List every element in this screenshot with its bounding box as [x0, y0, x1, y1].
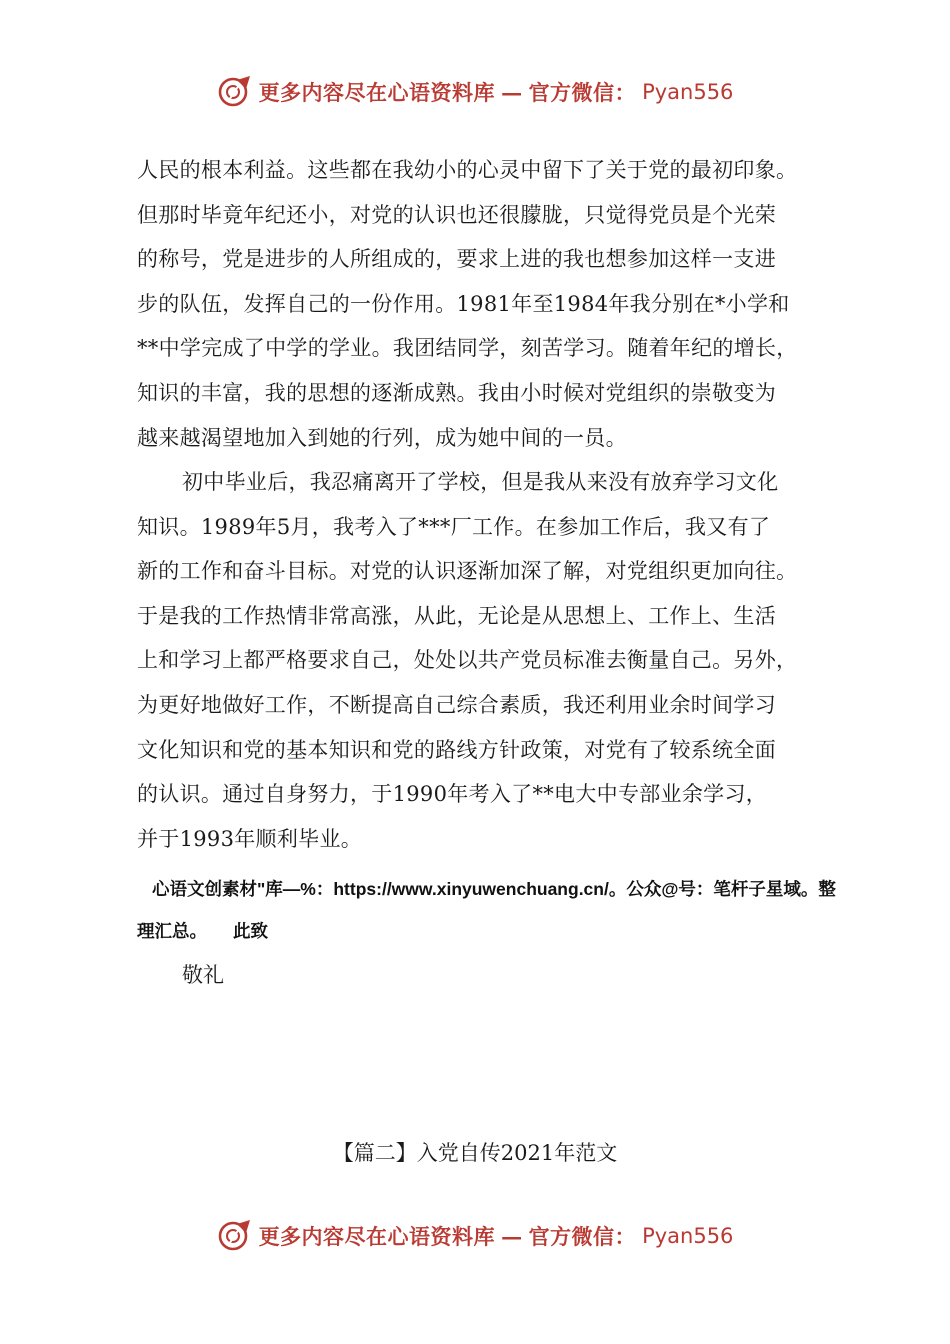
closing-part-2: 此致 [233, 921, 268, 941]
body-line: 新的工作和奋斗目标。对党的认识逐渐加深了解，对党组织更加向往。 [137, 559, 798, 583]
body-line: 文化知识和党的基本知识和党的路线方针政策，对党有了较系统全面 [137, 738, 776, 762]
body-line: 初中毕业后，我忍痛离开了学校，但是我从来没有放弃学习文化 [182, 470, 779, 494]
banner-title: 更多内容尽在心语资料库 [258, 1224, 496, 1249]
banner-title: 更多内容尽在心语资料库 [258, 80, 496, 105]
closing-part-1: 理汇总。 [137, 921, 207, 941]
body-line: 知识。1989年5月，我考入了***厂工作。在参加工作后，我又有了 [137, 515, 771, 539]
body-line: 步的队伍，发挥自己的一份作用。1981年至1984年我分别在*小学和 [137, 292, 790, 316]
body-line: 人民的根本利益。这些都在我幼小的心灵中留下了关于党的最初印象。 [137, 158, 798, 182]
body-line: 并于1993年顺利毕业。 [137, 827, 363, 851]
body-line: 但那时毕竟年纪还小，对党的认识也还很朦胧，只觉得党员是个光荣 [137, 203, 776, 227]
body-line: 为更好地做好工作，不断提高自己综合素质，我还利用业余时间学习 [137, 693, 776, 717]
watermark-ad-line: 心语文创素材"库—%：https://www.xinyuwenchuang.cn/。公众@号：笔杆子星域。整 [152, 879, 836, 899]
body-line: 越来越渴望地加入到她的行列，成为她中间的一员。 [137, 426, 627, 450]
body-line: 的认识。通过自身努力，于1990年考入了**电大中专部业余学习， [137, 782, 768, 806]
banner-dash: — [501, 79, 523, 105]
pen-logo-icon [217, 74, 253, 110]
body-line: 上和学习上都严格要求自己，处处以共产党员标准去衡量自己。另外， [137, 648, 798, 672]
banner-wechat-id: Pyan556 [642, 1224, 734, 1248]
banner-wechat-id: Pyan556 [642, 80, 734, 104]
pen-logo-icon [217, 1218, 253, 1254]
section-title: 【篇二】入党自传2021年范文 [332, 1141, 618, 1165]
closing-line [137, 918, 268, 943]
body-line: 知识的丰富，我的思想的逐渐成熟。我由小时候对党组织的崇敬变为 [137, 381, 776, 405]
body-line: 于是我的工作热情非常高涨，从此，无论是从思想上、工作上、生活 [137, 604, 776, 628]
body-line: 的称号，党是进步的人所组成的，要求上进的我也想参加这样一支进 [137, 247, 776, 271]
footer-banner [0, 1214, 950, 1258]
regards: 敬礼 [182, 963, 224, 987]
banner-wechat-label: 官方微信： [528, 80, 637, 105]
header-banner [0, 70, 950, 114]
body-line: **中学完成了中学的学业。我团结同学，刻苦学习。随着年纪的增长， [137, 336, 798, 360]
banner-wechat-label: 官方微信： [528, 1224, 637, 1249]
banner-dash: — [501, 1223, 523, 1249]
